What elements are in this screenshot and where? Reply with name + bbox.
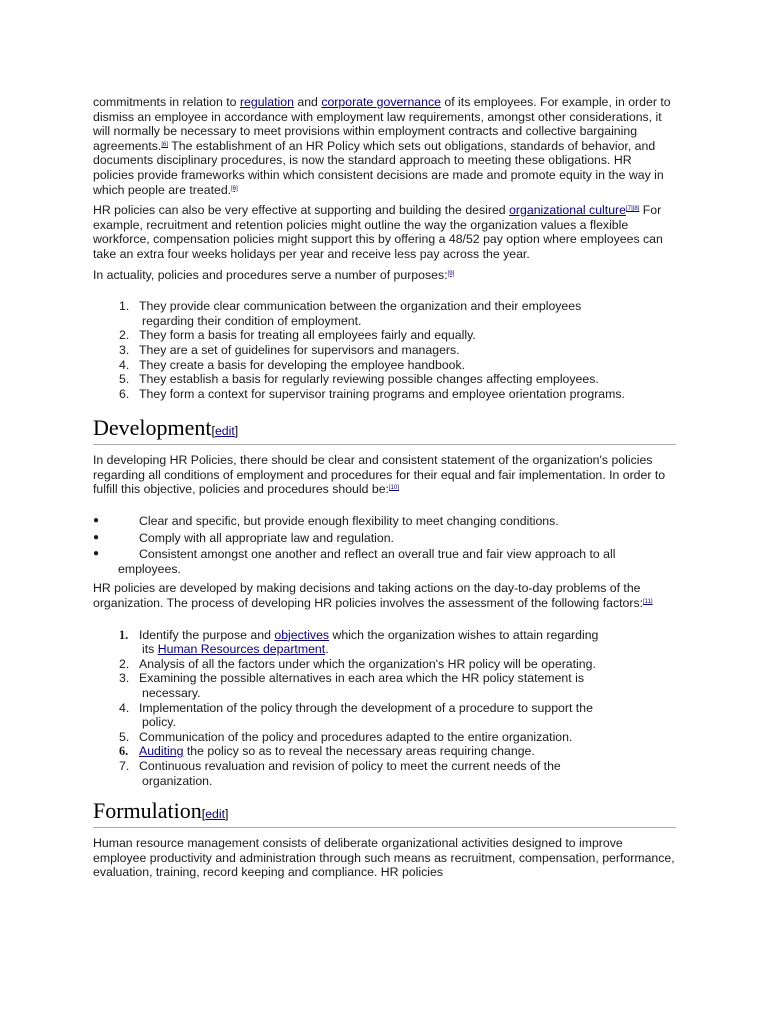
auditing-link[interactable]: Auditing [139,744,184,759]
list-number: 1. [119,299,130,314]
list-item [93,343,676,358]
list-number: 5. [119,729,130,744]
list-text: Examining the possible alternatives in each area which the HR policy statement is [139,671,584,686]
text: and [293,95,322,109]
formulation-paragraph-1: Human resource management consists of deliberate organizational activities designed to improve employee productivity and administration through such means as recruitment, compensation, performance, evaluation, training, record keeping and compliance. HR policies [93,836,675,880]
text: HR policies are developed by making decisions and taking actions on the day-to-day problems of the organization. The process of developing HR policies involves the assessment of the following factors: [93,581,644,611]
bullet-item [93,547,676,576]
citation-ref[interactable]: [7][8] [625,206,640,213]
regulation-link[interactable]: regulation [239,95,294,109]
edit-section-link-wrap [212,424,239,438]
text: of its employees. For example, in order to dismiss an employee in accordance with employment law requirements, amongst other considerations, it will normally be necessary to meet provisions within employment contracts and collective bargaining agreements. [93,95,671,153]
bracket: ] [234,424,239,439]
citation-ref[interactable]: [9] [447,270,455,277]
list-text: Continuous revaluation and revision of policy to meet the current needs of the [139,758,561,773]
text: In actuality, policies and procedures serve a number of purposes: [93,267,448,282]
bracket: ] [225,807,229,822]
list-text-cont: policy. [142,715,176,730]
list-text: They form a basis for treating all employees fairly and equally. [139,328,476,343]
policy-qualities-list [93,514,676,576]
section-heading-development [93,415,676,445]
development-paragraph-2 [93,581,676,610]
list-text-cont [139,642,676,657]
list-item [93,730,676,745]
list-item [93,701,676,730]
list-number: 1. [119,627,129,642]
list-text: They create a basis for developing the employee handbook. [139,357,466,372]
objectives-link[interactable]: objectives [274,627,330,642]
list-item [93,358,676,373]
list-number: 5. [119,372,130,387]
list-text: Implementation of the policy through the development of a procedure to support the [139,700,593,715]
list-item [93,387,676,402]
citation-ref[interactable]: [11] [643,599,653,606]
bullet-item [93,531,676,546]
list-item [93,744,676,759]
heading-text: Development [93,415,212,441]
list-text: the policy so as to reveal the necessary areas requiring change. [183,744,535,759]
list-number: 6. [119,744,129,759]
section-heading-formulation [93,798,676,828]
edit-section-link[interactable]: edit [205,807,226,822]
list-text: its [142,642,158,657]
bracket: [ [201,807,206,822]
list-text: Communication of the policy and procedures adapted to the entire organization. [139,729,573,744]
list-text-cont: regarding their condition of employment. [142,313,362,328]
list-text-cont: necessary. [142,686,201,700]
text: For example, recruitment and retention policies might outline the way the organization values a flexible workforce, compensation policies might support this by offering a 48/52 pay option where employees can take an extra four weeks holidays per year and receive less pay across the year. [93,203,663,261]
list-number: 3. [119,342,130,357]
list-text: Identify the purpose and [139,627,275,642]
list-number: 3. [119,671,130,686]
development-paragraph-1 [93,453,676,497]
citation-ref[interactable]: [6] [161,141,169,148]
bullet-text: Consistent amongst one another and reflect an overall true and fair view approach to all [139,547,616,562]
text: HR policies can also be very effective at supporting and building the desired [93,203,510,218]
edit-section-link-wrap [202,807,229,821]
list-item [93,328,676,343]
list-text: which the organization wishes to attain regarding [329,627,599,642]
bullet-dot: ● [93,531,100,543]
list-number: 4. [119,700,130,715]
list-item [93,671,676,700]
bullet-dot: ● [93,548,100,560]
list-text: Analysis of all the factors under which the organization's HR policy will be operating. [139,656,596,671]
list-number: 6. [119,386,130,401]
article-body [93,95,676,886]
citation-ref[interactable]: [6] [231,185,238,192]
bullet-dot: ● [93,515,100,527]
citation-ref[interactable]: [10] [388,485,399,492]
list-item [93,299,676,328]
list-text: They form a context for supervisor training programs and employee orientation programs. [139,386,625,401]
intro-paragraph-1 [93,95,676,197]
text: The establishment of an HR Policy which sets out obligations, standards of behavior, and documents disciplinary procedures, is now the standard approach to meeting these obligations. HR policies provide frameworks within which consistent decisions are made and promote equity in the way in which people are treated. [93,138,664,197]
corporate-governance-link[interactable]: corporate governance [321,95,441,109]
factors-list [93,628,676,789]
list-item [93,628,676,657]
list-text: They establish a basis for regularly reviewing possible changes affecting employees. [139,372,599,387]
list-number: 2. [119,328,130,343]
list-item [93,657,676,672]
human-resources-department-link[interactable]: Human Resources department [157,642,326,657]
list-text: They are a set of guidelines for supervisors and managers. [139,342,460,357]
text: In developing HR Policies, there should be clear and consistent statement of the organization's policies regarding all conditions of employment and procedures for their equal and fair implementation. In order to fulfill this objective, policies and procedures should be: [93,453,666,497]
bullet-text: Clear and specific, but provide enough flexibility to meet changing conditions. [139,514,559,529]
bracket: [ [211,424,215,439]
list-number: 7. [119,758,130,773]
list-text: . [325,642,329,657]
edit-section-link[interactable]: edit [214,424,235,439]
purposes-list [93,299,676,401]
list-item [93,759,676,788]
list-item [93,372,676,387]
list-text-cont: organization. [142,773,213,788]
organizational-culture-link[interactable]: organizational culture [509,203,626,218]
intro-paragraph-3 [93,268,676,283]
bullet-text: Comply with all appropriate law and regulation. [139,530,394,545]
list-text: They provide clear communication between the organization and their employees [139,299,582,314]
bullet-item [93,514,676,529]
list-number: 4. [119,357,130,372]
heading-text: Formulation [93,798,202,824]
bullet-text-cont: employees. [118,561,181,576]
text: commitments in relation to [93,95,240,109]
intro-paragraph-2 [93,203,676,261]
list-number: 2. [119,656,130,671]
